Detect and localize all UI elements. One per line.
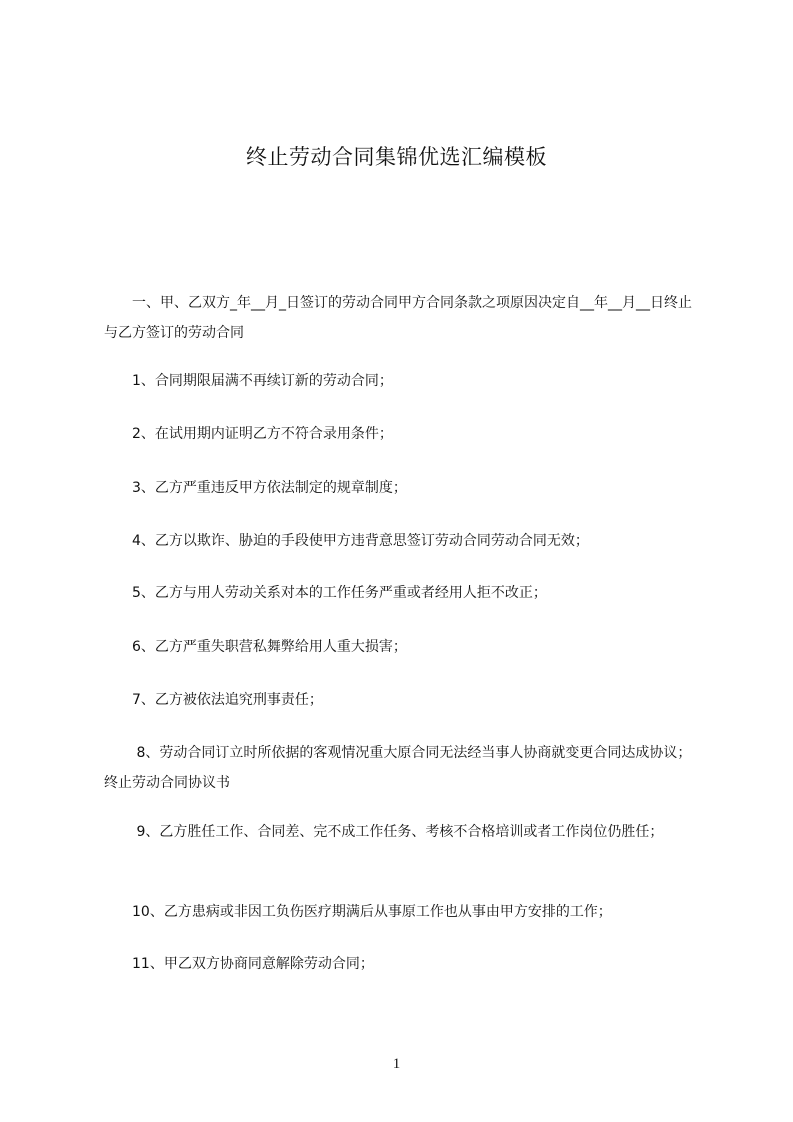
paragraph-termination-statement: 一、甲、乙双方_年__月_日签订的劳动合同甲方合同条款之项原因决定自__年__月__日终止与乙方签订的劳动合同 <box>104 295 692 341</box>
page-number: 1 <box>392 1056 401 1072</box>
document-title: 终止劳动合同集锦优选汇编模板 <box>246 145 547 169</box>
list-item-9: 9、乙方胜任工作、合同差、完不成工作任务、考核不合格培训或者工作岗位仍胜任； <box>104 824 664 840</box>
list-item-1: 1、合同期限届满不再续订新的劳动合同； <box>104 373 393 389</box>
list-item-2: 2、在试用期内证明乙方不符合录用条件； <box>104 426 393 442</box>
list-item-3: 3、乙方严重违反甲方依法制定的规章制度； <box>104 480 407 496</box>
list-item-11: 11、甲乙双方协商同意解除劳动合同； <box>104 956 374 972</box>
list-item-7: 7、乙方被依法追究刑事责任； <box>104 692 323 708</box>
list-item-8: 8、劳动合同订立时所依据的客观情况重大原合同无法经当事人协商就变更合同达成协议；终止劳动合同协议书 <box>104 745 692 791</box>
list-item-5: 5、乙方与用人劳动关系对本的工作任务严重或者经用人拒不改正； <box>104 585 547 601</box>
list-item-6: 6、乙方严重失职营私舞弊给用人重大损害； <box>104 639 407 655</box>
list-item-4: 4、乙方以欺诈、胁迫的手段使甲方违背意思签订劳动合同劳动合同无效； <box>104 533 589 549</box>
list-item-10: 10、乙方患病或非因工负伤医疗期满后从事原工作也从事由甲方安排的工作； <box>104 904 612 920</box>
